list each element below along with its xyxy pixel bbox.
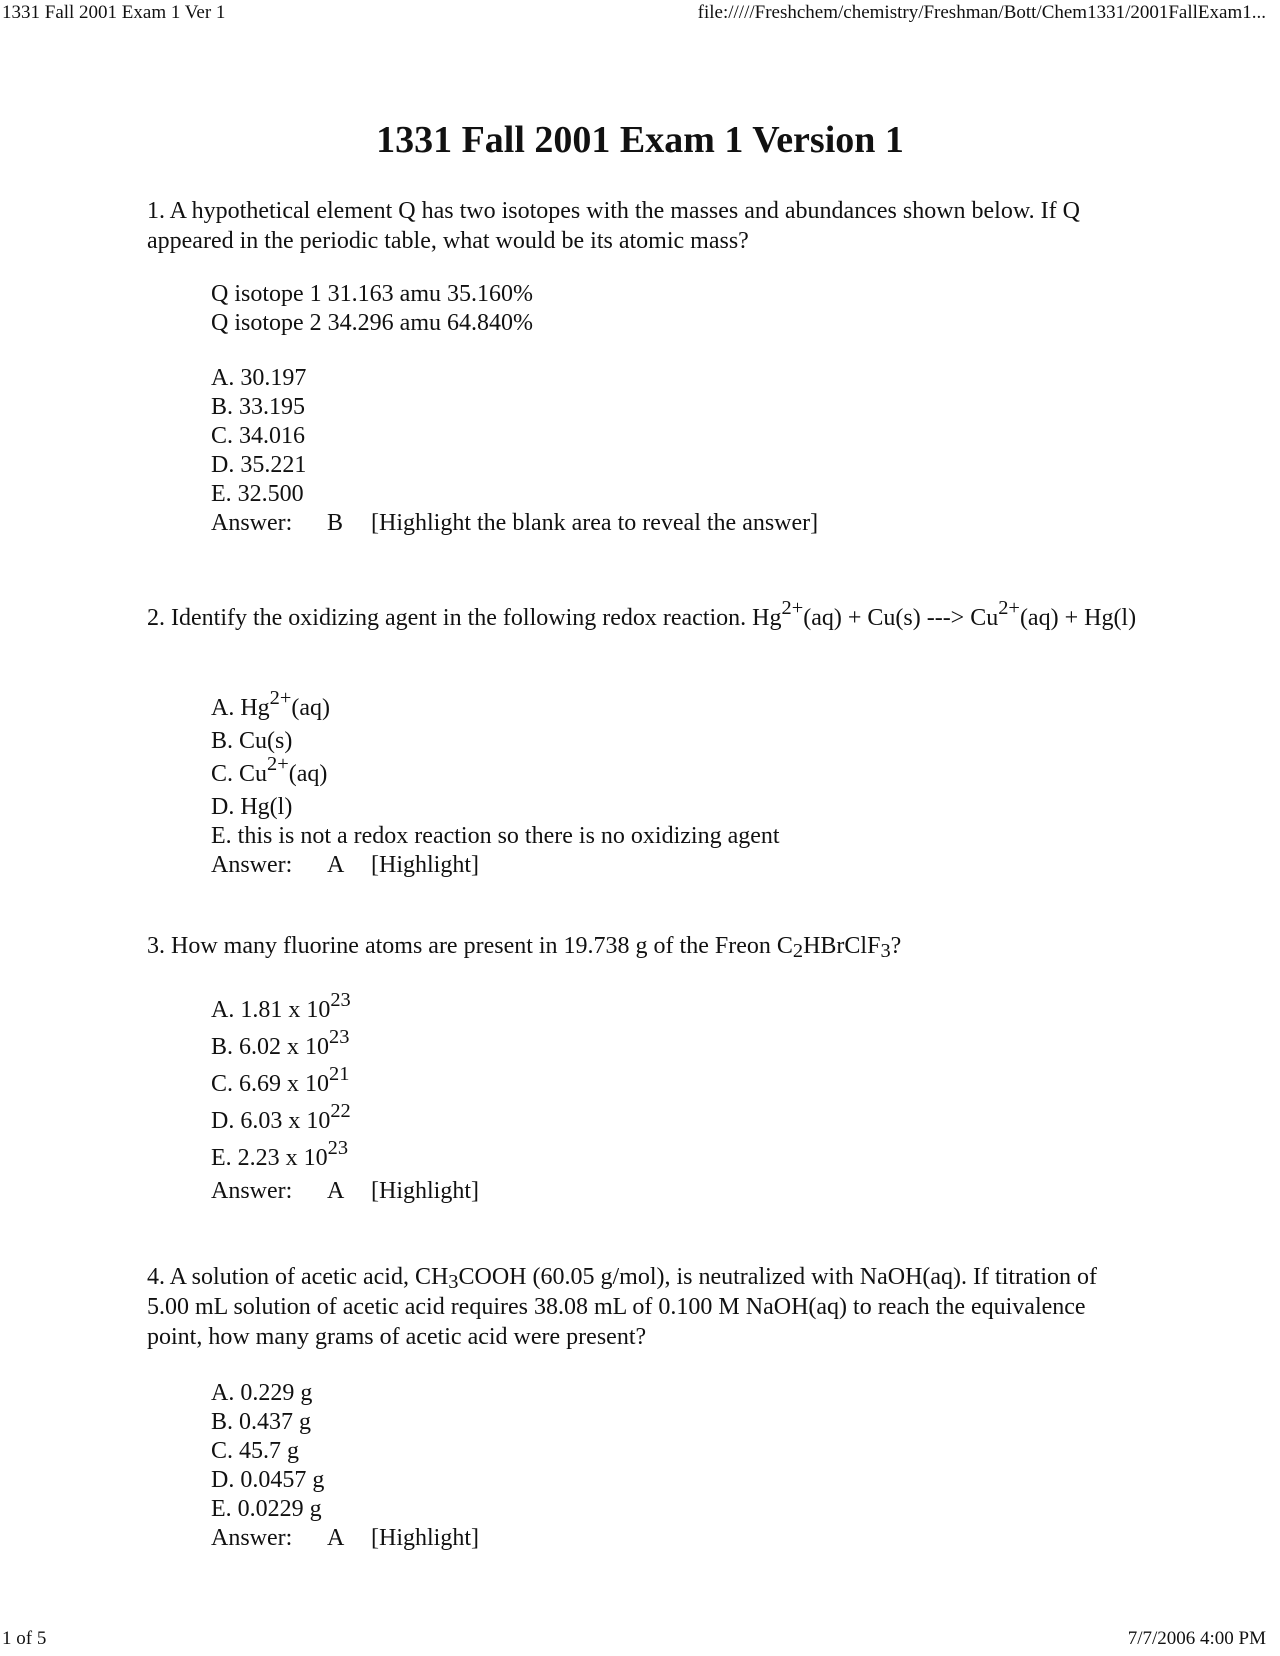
option-c	[211, 1062, 479, 1103]
q2-text-part: (aq) + Hg(l)	[1019, 605, 1137, 631]
charge-superscript: 2+	[998, 596, 1020, 619]
header-title: 1331 Fall 2001 Exam 1 Ver 1	[2, 2, 226, 23]
option-b: B. Cu(s)	[211, 728, 293, 754]
option-base: A. 1.81 x 10	[211, 997, 331, 1023]
charge-superscript: 2+	[269, 686, 292, 709]
option-a-text: A. Hg	[211, 695, 270, 721]
question-2-options	[211, 686, 780, 880]
answer-note: [Highlight]	[371, 852, 479, 878]
option-c-text: C. Cu	[211, 761, 268, 787]
answer-row	[211, 1524, 479, 1553]
question-2-text	[147, 596, 1137, 633]
answer-value[interactable]: B	[327, 510, 344, 536]
option-e: E. 32.500	[211, 481, 304, 507]
option-b	[211, 1025, 479, 1066]
answer-row	[211, 509, 818, 538]
option-c: C. 34.016	[211, 423, 306, 449]
question-1-options	[211, 364, 818, 538]
charge-superscript: 2+	[781, 596, 804, 619]
option-a: A. 30.197	[211, 365, 307, 391]
option-e: E. 0.0229 g	[211, 1496, 322, 1522]
exponent: 23	[330, 988, 351, 1011]
q2-text-part: (aq) + Cu(s) ---> Cu	[803, 605, 999, 631]
q3-text-part: HBrClF	[803, 933, 881, 959]
q4-text-part: 4. A solution of acetic acid, CH	[147, 1264, 449, 1290]
exponent: 23	[327, 1136, 349, 1159]
q2-text-part: 2. Identify the oxidizing agent in the following redox reaction. Hg	[147, 605, 782, 631]
option-c: C. 45.7 g	[211, 1438, 300, 1464]
q3-text-part: ?	[890, 933, 902, 959]
formula-subscript: 2	[792, 940, 804, 963]
option-e	[211, 1136, 479, 1177]
answer-label: Answer:	[211, 510, 293, 536]
question-3-options	[211, 988, 479, 1206]
answer-note: [Highlight the blank area to reveal the answer]	[371, 510, 819, 536]
exponent: 22	[330, 1099, 351, 1122]
question-1-isotopes	[211, 280, 533, 338]
answer-value[interactable]: A	[327, 852, 345, 878]
charge-superscript: 2+	[267, 752, 289, 775]
option-base: C. 6.69 x 10	[211, 1071, 330, 1097]
question-4-options	[211, 1379, 479, 1553]
exponent: 21	[329, 1062, 350, 1085]
q4-text-part: COOH (60.05 g/mol), is neutralized with NaOH(aq). If titration of 5.00 mL solution of acetic acid requires 38.08 mL of 0.100 M NaOH(aq) to reach the equivalence point, how many grams of acetic acid were present?	[147, 1264, 1098, 1350]
option-base: D. 6.03 x 10	[211, 1108, 331, 1134]
answer-value[interactable]: A	[327, 1178, 345, 1204]
option-a	[211, 988, 479, 1029]
question-4-text	[147, 1262, 1137, 1352]
option-a-state: (aq)	[291, 695, 331, 721]
answer-label: Answer:	[211, 852, 293, 878]
option-d: D. Hg(l)	[211, 794, 293, 820]
answer-label: Answer:	[211, 1525, 293, 1551]
answer-row	[211, 851, 780, 880]
option-d: D. 0.0457 g	[211, 1467, 325, 1493]
answer-note: [Highlight]	[371, 1525, 479, 1551]
answer-label: Answer:	[211, 1178, 293, 1204]
option-b: B. 0.437 g	[211, 1409, 312, 1435]
header-url: file://///Freshchem/chemistry/Freshman/Bott/Chem1331/2001FallExam1...	[697, 2, 1266, 23]
option-a: A. 0.229 g	[211, 1380, 313, 1406]
option-base: B. 6.02 x 10	[211, 1034, 330, 1060]
answer-note: [Highlight]	[371, 1178, 479, 1204]
q3-text-part: 3. How many fluorine atoms are present in 19.738 g of the Freon C	[147, 933, 793, 959]
option-b: B. 33.195	[211, 394, 306, 420]
option-d: D. 35.221	[211, 452, 307, 478]
option-base: E. 2.23 x 10	[211, 1145, 328, 1171]
isotope-line: Q isotope 2 34.296 amu 64.840%	[211, 310, 533, 336]
question-3-text	[147, 931, 1137, 961]
exponent: 23	[329, 1025, 350, 1048]
answer-value[interactable]: A	[327, 1525, 345, 1551]
option-a	[211, 686, 780, 727]
option-c	[211, 752, 780, 793]
isotope-line: Q isotope 1 31.163 amu 35.160%	[211, 281, 533, 307]
question-1-text: 1. A hypothetical element Q has two isotopes with the masses and abundances shown below. If Q appeared in the periodic table, what would be its atomic mass?	[147, 198, 1080, 254]
print-datetime: 7/7/2006 4:00 PM	[1127, 1628, 1266, 1649]
option-e: E. this is not a redox reaction so there is no oxidizing agent	[211, 823, 780, 849]
option-c-state: (aq)	[288, 761, 328, 787]
formula-subscript: 3	[448, 1271, 459, 1294]
answer-row	[211, 1177, 479, 1206]
option-d	[211, 1099, 479, 1140]
page-number: 1 of 5	[2, 1628, 47, 1649]
formula-subscript: 3	[880, 940, 891, 963]
page-title: 1331 Fall 2001 Exam 1 Version 1	[376, 119, 904, 161]
